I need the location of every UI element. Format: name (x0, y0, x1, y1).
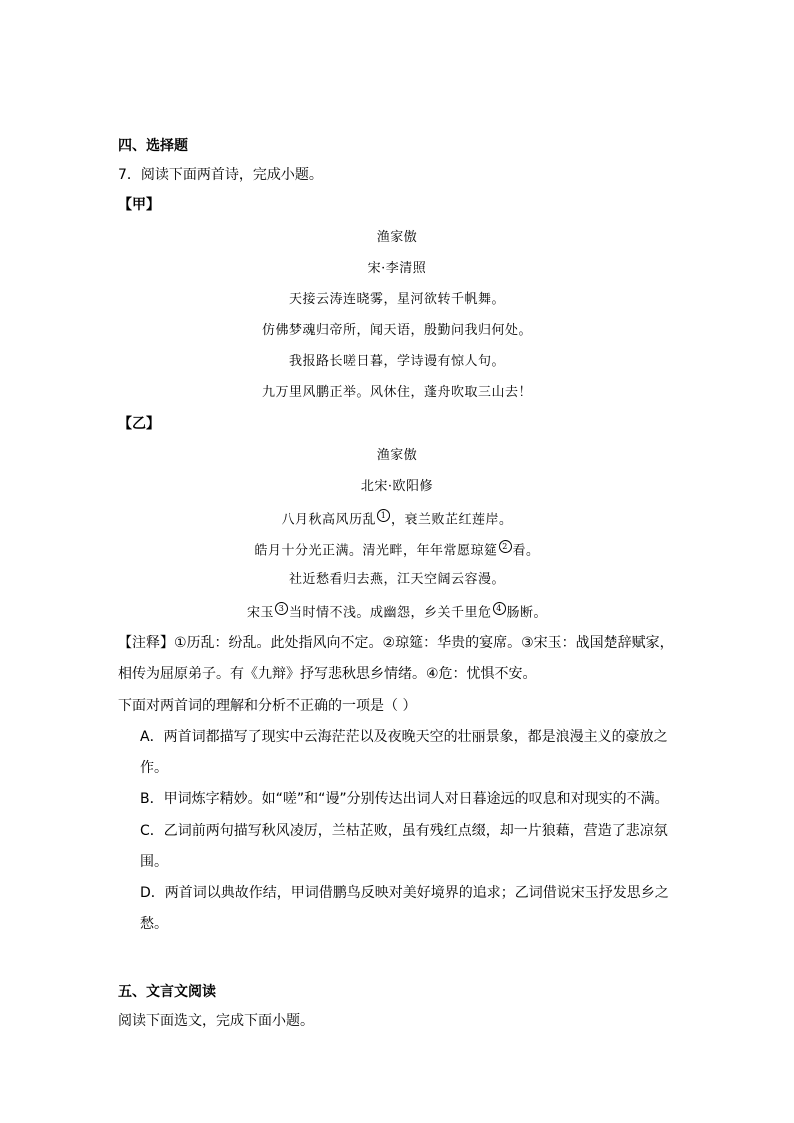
section-5-intro: 阅读下面选文，完成下面小题。 (118, 1013, 314, 1029)
option-a-line-1: A．两首词都描写了现实中云海茫茫以及夜晚天空的壮丽景象，都是浪漫主义的豪放之 (140, 729, 668, 745)
poem-a-line-3: 我报路长嗟日暮，学诗谩有惊人句。 (288, 354, 505, 369)
poem-a-author: 宋·李清照 (367, 261, 427, 276)
poem-a-label: 【甲】 (118, 197, 160, 213)
poem-b-line-2 (0, 540, 794, 560)
poem-b-line-1-part-a: 八月秋高风历乱 (281, 512, 376, 528)
note-marker-1: 1 (377, 509, 390, 522)
notes-line-2: 相传为屈原弟子。有《九辩》抒写悲秋思乡情绪。④危：忧惧不安。 (118, 666, 537, 682)
option-c-line-1: C．乙词前两句描写秋风凌厉，兰枯芷败，虽有残红点缀，却一片狼藉，营造了悲凉氛 (140, 823, 668, 839)
poem-b-line-2-part-a: 皓月十分光正满。清光畔，年年常愿琼筵 (254, 543, 498, 559)
note-marker-2: 2 (499, 540, 512, 553)
option-a-line-2: 作。 (140, 760, 168, 776)
note-marker-3: 3 (275, 602, 288, 615)
option-b-line-1: B．甲词炼字精妙。如“嗟”和“谩”分别传达出词人对日暮途远的叹息和对现实的不满。 (140, 791, 669, 807)
poem-b-line-4 (0, 602, 794, 622)
poem-b-line-2-part-b: 看。 (512, 543, 540, 559)
poem-b-line-4-part-b: 当时情不浅。成幽怨，乡关千里危 (288, 605, 492, 621)
section-5-title: 五、文言文阅读 (118, 984, 216, 1000)
option-c-line-2: 围。 (140, 854, 168, 870)
poem-b-line-4-part-c: 肠断。 (506, 605, 548, 621)
note-marker-4: 4 (493, 602, 506, 615)
section-4-title: 四、选择题 (118, 138, 188, 154)
option-d-line-2: 愁。 (140, 916, 168, 932)
question-7-intro: 7．阅读下面两首诗，完成小题。 (118, 167, 323, 183)
notes-line-1: 【注释】①历乱：纷乱。此处指风向不定。②琼筵：华贵的宴席。③宋玉：战国楚辞赋家， (118, 635, 674, 651)
poem-b-label: 【乙】 (118, 416, 160, 432)
question-stem: 下面对两首词的理解和分析不正确的一项是（ ） (118, 698, 417, 714)
poem-b-title: 渔家傲 (376, 448, 418, 463)
poem-b-line-1-part-b: ，衰兰败芷红莲岸。 (391, 512, 513, 528)
poem-b-line-4-part-a: 宋玉 (246, 605, 274, 621)
poem-a-line-2: 仿佛梦魂归帝所，闻天语，殷勤问我归何处。 (261, 323, 532, 338)
poem-b-line-1 (0, 509, 794, 529)
poem-a-line-1: 天接云涛连晓雾，星河欲转千帆舞。 (288, 292, 505, 307)
poem-a-title: 渔家傲 (376, 230, 418, 245)
poem-b-line-3: 社近愁看归去燕，江天空阔云容漫。 (288, 572, 505, 587)
poem-a-line-4: 九万里风鹏正举。风休住，蓬舟吹取三山去！ (261, 385, 532, 400)
option-d-line-1: D．两首词以典故作结，甲词借鹏鸟反映对美好境界的追求；乙词借说宋玉抒发思乡之 (140, 885, 669, 901)
poem-b-author: 北宋·欧阳修 (360, 479, 434, 494)
